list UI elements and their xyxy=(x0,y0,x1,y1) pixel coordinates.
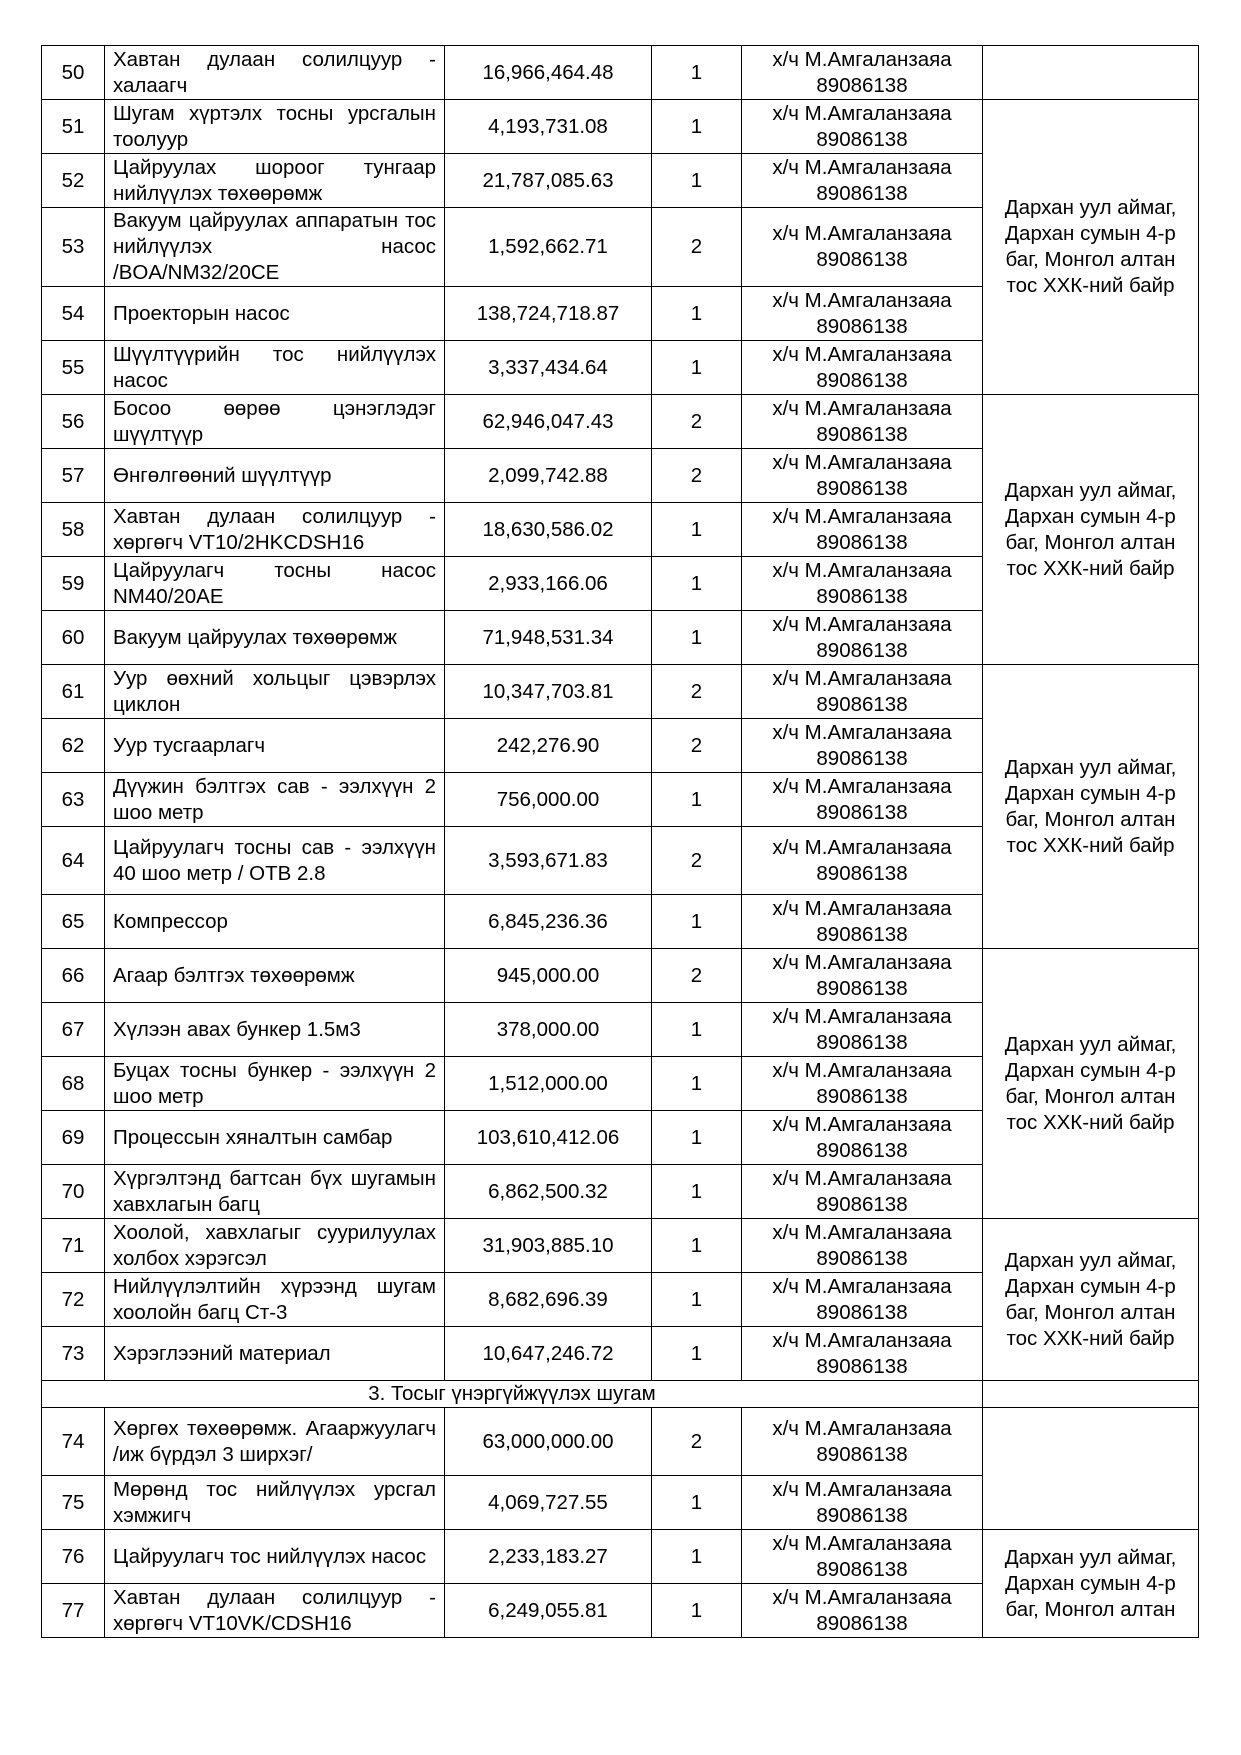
item-quantity: 2 xyxy=(652,208,742,287)
contact-person xyxy=(742,341,983,395)
item-number: 69 xyxy=(42,1111,105,1165)
item-amount: 2,233,183.27 xyxy=(445,1530,652,1584)
contact-name: х/ч М.Амгаланзаяа xyxy=(772,1328,952,1352)
item-name: Хөргөх төхөөрөмж. Агааржуулагч /иж бүрдэл 3 ширхэг/ xyxy=(105,1408,445,1476)
item-quantity: 1 xyxy=(652,557,742,611)
contact-person xyxy=(742,773,983,827)
item-quantity: 1 xyxy=(652,1327,742,1381)
item-quantity: 1 xyxy=(652,773,742,827)
contact-name: х/ч М.Амгаланзаяа xyxy=(772,720,952,744)
contact-person xyxy=(742,1408,983,1476)
item-quantity: 1 xyxy=(652,100,742,154)
contact-person xyxy=(742,449,983,503)
item-number: 67 xyxy=(42,1003,105,1057)
item-quantity: 1 xyxy=(652,287,742,341)
contact-phone: 89086138 xyxy=(816,1442,908,1466)
contact-name: х/ч М.Амгаланзаяа xyxy=(772,342,952,366)
contact-person xyxy=(742,287,983,341)
contact-phone: 89086138 xyxy=(816,1557,908,1581)
item-amount: 62,946,047.43 xyxy=(445,395,652,449)
table-row xyxy=(42,46,1199,100)
section-row xyxy=(42,1381,1199,1408)
item-name: Буцах тосны бункер - ээлхүүн 2 шоо метр xyxy=(105,1057,445,1111)
contact-phone: 89086138 xyxy=(816,1030,908,1054)
contact-name: х/ч М.Амгаланзаяа xyxy=(772,1220,952,1244)
contact-name: х/ч М.Амгаланзаяа xyxy=(772,396,952,420)
item-number: 71 xyxy=(42,1219,105,1273)
item-amount: 6,249,055.81 xyxy=(445,1584,652,1638)
item-quantity: 1 xyxy=(652,503,742,557)
item-name: Цайруулагч тосны сав - ээлхүүн 40 шоо метр / ОТВ 2.8 xyxy=(105,827,445,895)
contact-person xyxy=(742,1327,983,1381)
table-row xyxy=(42,1219,1199,1273)
item-name: Босоо өөрөө цэнэглэдэг шүүлтүүр xyxy=(105,395,445,449)
contact-person xyxy=(742,1219,983,1273)
contact-name: х/ч М.Амгаланзаяа xyxy=(772,1004,952,1028)
item-number: 65 xyxy=(42,895,105,949)
contact-name: х/ч М.Амгаланзаяа xyxy=(772,450,952,474)
item-quantity: 1 xyxy=(652,1111,742,1165)
contact-name: х/ч М.Амгаланзаяа xyxy=(772,612,952,636)
item-name: Хавтан дулаан солилцуур - хөргөгч VT10VK/CDSH16 xyxy=(105,1584,445,1638)
item-number: 59 xyxy=(42,557,105,611)
contact-name: х/ч М.Амгаланзаяа xyxy=(772,101,952,125)
item-amount: 138,724,718.87 xyxy=(445,287,652,341)
item-amount: 945,000.00 xyxy=(445,949,652,1003)
item-name: Уур өөхний хольцыг цэвэрлэх циклон xyxy=(105,665,445,719)
table-row xyxy=(42,949,1199,1003)
item-number: 55 xyxy=(42,341,105,395)
item-amount: 378,000.00 xyxy=(445,1003,652,1057)
item-number: 62 xyxy=(42,719,105,773)
contact-phone: 89086138 xyxy=(816,181,908,205)
asset-table-body xyxy=(42,46,1199,1638)
item-number: 58 xyxy=(42,503,105,557)
item-quantity: 2 xyxy=(652,1408,742,1476)
item-number: 77 xyxy=(42,1584,105,1638)
contact-phone: 89086138 xyxy=(816,1611,908,1635)
contact-phone: 89086138 xyxy=(816,584,908,608)
contact-person xyxy=(742,1530,983,1584)
item-amount: 71,948,531.34 xyxy=(445,611,652,665)
location-cell: Дархан уул аймаг, Дархан сумын 4-р баг, Монгол алтан тос ХХК-ний байр xyxy=(983,665,1199,949)
contact-person xyxy=(742,1273,983,1327)
item-name: Мөрөнд тос нийлүүлэх урсгал хэмжигч xyxy=(105,1476,445,1530)
item-number: 60 xyxy=(42,611,105,665)
location-cell-empty xyxy=(983,1381,1199,1408)
item-number: 73 xyxy=(42,1327,105,1381)
item-name: Хоолой, хавхлагыг суурилуулах холбох хэрэгсэл xyxy=(105,1219,445,1273)
contact-name: х/ч М.Амгаланзаяа xyxy=(772,1058,952,1082)
contact-person xyxy=(742,1057,983,1111)
location-cell: Дархан уул аймаг, Дархан сумын 4-р баг, Монгол алтан тос ХХК-ний байр xyxy=(983,1219,1199,1381)
contact-phone: 89086138 xyxy=(816,976,908,1000)
contact-name: х/ч М.Амгаланзаяа xyxy=(772,1274,952,1298)
contact-phone: 89086138 xyxy=(816,638,908,662)
item-amount: 756,000.00 xyxy=(445,773,652,827)
contact-person xyxy=(742,100,983,154)
contact-name: х/ч М.Амгаланзаяа xyxy=(772,155,952,179)
contact-name: х/ч М.Амгаланзаяа xyxy=(772,666,952,690)
contact-phone: 89086138 xyxy=(816,476,908,500)
item-number: 63 xyxy=(42,773,105,827)
contact-name: х/ч М.Амгаланзаяа xyxy=(772,504,952,528)
table-row xyxy=(42,1530,1199,1584)
contact-name: х/ч М.Амгаланзаяа xyxy=(772,896,952,920)
contact-phone: 89086138 xyxy=(816,368,908,392)
item-name: Хүлээн авах бункер 1.5м3 xyxy=(105,1003,445,1057)
contact-phone: 89086138 xyxy=(816,127,908,151)
item-amount: 3,593,671.83 xyxy=(445,827,652,895)
contact-phone: 89086138 xyxy=(816,1138,908,1162)
contact-name: х/ч М.Амгаланзаяа xyxy=(772,1585,952,1609)
item-amount: 10,647,246.72 xyxy=(445,1327,652,1381)
contact-phone: 89086138 xyxy=(816,530,908,554)
item-name: Вакуум цайруулах аппаратын тос нийлүүлэх насос /BOA/NM32/20CE xyxy=(105,208,445,287)
item-name: Дүүжин бэлтгэх сав - ээлхүүн 2 шоо метр xyxy=(105,773,445,827)
item-name: Уур тусгаарлагч xyxy=(105,719,445,773)
table-row xyxy=(42,665,1199,719)
section-title: 3. Тосыг үнэргүйжүүлэх шугам xyxy=(42,1381,983,1408)
location-cell: Дархан уул аймаг, Дархан сумын 4-р баг, Монгол алтан тос ХХК-ний байр xyxy=(983,949,1199,1219)
location-cell: Дархан уул аймаг, Дархан сумын 4-р баг, Монгол алтан тос ХХК-ний байр xyxy=(983,395,1199,665)
item-amount: 4,069,727.55 xyxy=(445,1476,652,1530)
item-amount: 10,347,703.81 xyxy=(445,665,652,719)
table-row xyxy=(42,1408,1199,1476)
item-quantity: 2 xyxy=(652,827,742,895)
item-amount: 4,193,731.08 xyxy=(445,100,652,154)
contact-phone: 89086138 xyxy=(816,1246,908,1270)
item-quantity: 1 xyxy=(652,611,742,665)
item-amount: 6,862,500.32 xyxy=(445,1165,652,1219)
contact-person xyxy=(742,208,983,287)
contact-person xyxy=(742,611,983,665)
item-number: 74 xyxy=(42,1408,105,1476)
item-quantity: 1 xyxy=(652,1273,742,1327)
item-amount: 16,966,464.48 xyxy=(445,46,652,100)
item-amount: 6,845,236.36 xyxy=(445,895,652,949)
item-quantity: 2 xyxy=(652,949,742,1003)
contact-name: х/ч М.Амгаланзаяа xyxy=(772,1531,952,1555)
item-number: 50 xyxy=(42,46,105,100)
contact-person xyxy=(742,46,983,100)
contact-person xyxy=(742,719,983,773)
item-number: 52 xyxy=(42,154,105,208)
item-number: 53 xyxy=(42,208,105,287)
item-quantity: 2 xyxy=(652,395,742,449)
contact-phone: 89086138 xyxy=(816,422,908,446)
contact-name: х/ч М.Амгаланзаяа xyxy=(772,950,952,974)
location-cell xyxy=(983,1408,1199,1530)
contact-person xyxy=(742,827,983,895)
contact-person xyxy=(742,395,983,449)
item-amount: 2,933,166.06 xyxy=(445,557,652,611)
item-quantity: 2 xyxy=(652,665,742,719)
item-name: Процессын хяналтын самбар xyxy=(105,1111,445,1165)
item-amount: 63,000,000.00 xyxy=(445,1408,652,1476)
item-name: Хавтан дулаан солилцуур - халаагч xyxy=(105,46,445,100)
contact-person xyxy=(742,949,983,1003)
item-number: 68 xyxy=(42,1057,105,1111)
contact-person xyxy=(742,1165,983,1219)
location-cell: Дархан уул аймаг, Дархан сумын 4-р баг, Монгол алтан тос ХХК-ний байр xyxy=(983,100,1199,395)
item-quantity: 1 xyxy=(652,1219,742,1273)
item-amount: 1,592,662.71 xyxy=(445,208,652,287)
contact-person xyxy=(742,154,983,208)
item-amount: 8,682,696.39 xyxy=(445,1273,652,1327)
contact-person xyxy=(742,1476,983,1530)
contact-phone: 89086138 xyxy=(816,746,908,770)
contact-name: х/ч М.Амгаланзаяа xyxy=(772,774,952,798)
contact-phone: 89086138 xyxy=(816,1354,908,1378)
contact-phone: 89086138 xyxy=(816,922,908,946)
item-name: Нийлүүлэлтийн хүрээнд шугам хоолойн багц Ст-3 xyxy=(105,1273,445,1327)
item-quantity: 1 xyxy=(652,895,742,949)
item-quantity: 1 xyxy=(652,1530,742,1584)
item-name: Цайруулагч тос нийлүүлэх насос xyxy=(105,1530,445,1584)
item-amount: 3,337,434.64 xyxy=(445,341,652,395)
contact-phone: 89086138 xyxy=(816,314,908,338)
location-cell: Дархан уул аймаг, Дархан сумын 4-р баг, Монгол алтан xyxy=(983,1530,1199,1638)
item-name: Өнгөлгөөний шүүлтүүр xyxy=(105,449,445,503)
item-number: 75 xyxy=(42,1476,105,1530)
item-quantity: 1 xyxy=(652,1057,742,1111)
contact-person xyxy=(742,557,983,611)
asset-table xyxy=(41,45,1199,1638)
contact-name: х/ч М.Амгаланзаяа xyxy=(772,1112,952,1136)
contact-name: х/ч М.Амгаланзаяа xyxy=(772,1416,952,1440)
item-name: Агаар бэлтгэх төхөөрөмж xyxy=(105,949,445,1003)
item-number: 61 xyxy=(42,665,105,719)
location-cell xyxy=(983,46,1199,100)
item-quantity: 1 xyxy=(652,154,742,208)
item-name: Хэрэглээний материал xyxy=(105,1327,445,1381)
item-name: Компрессор xyxy=(105,895,445,949)
item-number: 54 xyxy=(42,287,105,341)
item-quantity: 2 xyxy=(652,449,742,503)
table-row xyxy=(42,100,1199,154)
contact-person xyxy=(742,895,983,949)
item-amount: 1,512,000.00 xyxy=(445,1057,652,1111)
contact-phone: 89086138 xyxy=(816,248,908,271)
item-quantity: 1 xyxy=(652,46,742,100)
item-name: Цайруулагч тосны насос NM40/20AE xyxy=(105,557,445,611)
contact-name: х/ч М.Амгаланзаяа xyxy=(772,558,952,582)
item-quantity: 2 xyxy=(652,719,742,773)
item-amount: 18,630,586.02 xyxy=(445,503,652,557)
item-number: 66 xyxy=(42,949,105,1003)
item-number: 64 xyxy=(42,827,105,895)
contact-person xyxy=(742,1003,983,1057)
item-name: Цайруулах шороог тунгаар нийлүүлэх төхөөрөмж xyxy=(105,154,445,208)
item-name: Вакуум цайруулах төхөөрөмж xyxy=(105,611,445,665)
contact-name: х/ч М.Амгаланзаяа xyxy=(772,222,952,245)
item-name: Проекторын насос xyxy=(105,287,445,341)
item-quantity: 1 xyxy=(652,1165,742,1219)
item-amount: 103,610,412.06 xyxy=(445,1111,652,1165)
contact-phone: 89086138 xyxy=(816,1503,908,1527)
item-name: Шугам хүртэлх тосны урсгалын тоолуур xyxy=(105,100,445,154)
contact-phone: 89086138 xyxy=(816,800,908,824)
contact-phone: 89086138 xyxy=(816,692,908,716)
contact-name: х/ч М.Амгаланзаяа xyxy=(772,1477,952,1501)
item-number: 72 xyxy=(42,1273,105,1327)
item-name: Шүүлтүүрийн тос нийлүүлэх насос xyxy=(105,341,445,395)
item-number: 70 xyxy=(42,1165,105,1219)
item-quantity: 1 xyxy=(652,1476,742,1530)
item-quantity: 1 xyxy=(652,1003,742,1057)
item-quantity: 1 xyxy=(652,341,742,395)
contact-person xyxy=(742,1584,983,1638)
contact-phone: 89086138 xyxy=(816,1192,908,1216)
contact-name: х/ч М.Амгаланзаяа xyxy=(772,288,952,312)
item-number: 76 xyxy=(42,1530,105,1584)
contact-person xyxy=(742,503,983,557)
item-number: 51 xyxy=(42,100,105,154)
contact-person xyxy=(742,665,983,719)
item-name: Хүргэлтэнд багтсан бүх шугамын хавхлагын багц xyxy=(105,1165,445,1219)
item-number: 57 xyxy=(42,449,105,503)
item-number: 56 xyxy=(42,395,105,449)
item-amount: 21,787,085.63 xyxy=(445,154,652,208)
item-amount: 31,903,885.10 xyxy=(445,1219,652,1273)
table-row xyxy=(42,395,1199,449)
item-amount: 242,276.90 xyxy=(445,719,652,773)
item-quantity: 1 xyxy=(652,1584,742,1638)
contact-phone: 89086138 xyxy=(816,73,908,97)
contact-name: х/ч М.Амгаланзаяа xyxy=(772,1166,952,1190)
item-amount: 2,099,742.88 xyxy=(445,449,652,503)
contact-phone: 89086138 xyxy=(816,861,908,885)
contact-name: х/ч М.Амгаланзаяа xyxy=(772,835,952,859)
contact-phone: 89086138 xyxy=(816,1300,908,1324)
contact-name: х/ч М.Амгаланзаяа xyxy=(772,47,952,71)
contact-person xyxy=(742,1111,983,1165)
contact-phone: 89086138 xyxy=(816,1084,908,1108)
item-name: Хавтан дулаан солилцуур - хөргөгч VT10/2HKCDSH16 xyxy=(105,503,445,557)
